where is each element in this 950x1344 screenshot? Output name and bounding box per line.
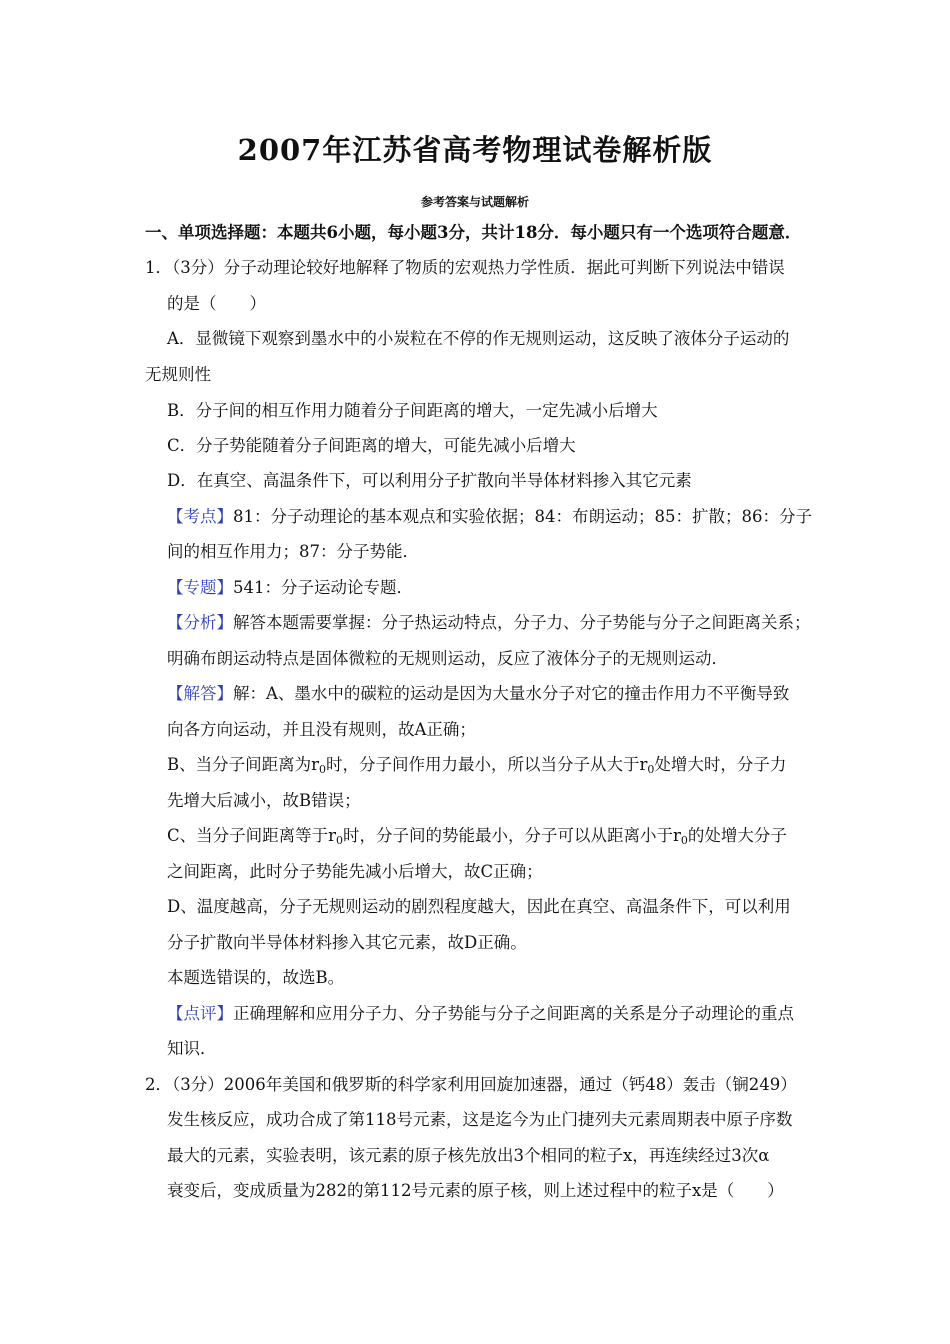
jieda-tag: 【解答】 [167,684,233,703]
question-2-stem-line-4: 衰变后，变成质量为282的第112号元素的原子核，则上述过程中的粒子x是（ ） [167,1181,784,1200]
solution-b-text-2: 时，分子间作用力最小，所以当分子从大于r [326,755,648,774]
dianping-text: 正确理解和应用分子力、分子势能与分子之间距离的关系是分子动理论的重点 [233,1004,794,1023]
solution-d-line-2: 分子扩散向半导体材料掺入其它元素，故D正确。 [167,933,527,952]
r0-subscript: 0 [336,834,344,847]
zhuanti-line [167,577,413,599]
option-c: C．分子势能随着分子间距离的增大，可能先减小后增大 [167,436,576,455]
solution-b-text-3: 处增大时，分子力 [654,755,787,774]
r0-subscript: 0 [647,763,655,776]
jieda-text: 解：A、墨水中的碳粒的运动是因为大量水分子对它的撞击作用力不平衡导致 [233,684,790,703]
solution-c-text-3: 的处增大分子 [687,826,787,845]
question-2-stem-line-1 [145,1074,797,1096]
solution-b-line-2: 先增大后减小，故B错误； [167,791,361,810]
question-1-stem-line-1 [145,257,785,279]
option-b: B．分子间的相互作用力随着分子间距离的增大，一定先减小后增大 [167,401,658,420]
section-heading: 一、单项选择题：本题共6小题，每小题3分，共计18分．每小题只有一个选项符合题意． [145,223,802,242]
fenxi-text: 解答本题需要掌握：分子热运动特点，分子力、分子势能与分子之间距离关系； [233,613,811,632]
fenxi-line-2: 明确布朗运动特点是固体微粒的无规则运动，反应了液体分子的无规则运动． [167,649,728,668]
option-a-line-1: A．显微镜下观察到墨水中的小炭粒在不停的作无规则运动，这反映了液体分子运动的 [167,329,790,348]
fenxi-line-1 [167,612,811,634]
option-d: D．在真空、高温条件下，可以利用分子扩散向半导体材料掺入其它元素 [167,471,692,490]
kaodian-line-1 [167,506,812,528]
jieda-line-1 [167,683,789,705]
question-1-number: 1． [145,258,172,277]
kaodian-tag: 【考点】 [167,507,233,526]
solution-c-line-1 [167,825,787,847]
solution-c-line-2: 之间距离，此时分子势能先减小后增大，故C正确； [167,862,543,881]
kaodian-text: 81：分子动理论的基本观点和实验依据；84：布朗运动；85：扩散；86：分子 [233,507,812,526]
solution-conclusion: 本题选错误的，故选B。 [167,968,345,987]
dianping-line-1 [167,1003,794,1025]
question-2-number: 2． [145,1075,172,1094]
solution-c-text-1: C、当分子间距离等于r [167,826,337,845]
option-a-line-2: 无规则性 [145,365,211,384]
zhuanti-tag: 【专题】 [167,578,233,597]
question-2-stem-line-2: 发生核反应，成功合成了第118号元素，这是迄今为止门捷列夫元素周期表中原子序数 [167,1110,793,1129]
solution-d-line-1: D、温度越高，分子无规则运动的剧烈程度越大，因此在真空、高温条件下，可以利用 [167,897,791,916]
fenxi-tag: 【分析】 [167,613,233,632]
r0-subscript: 0 [319,763,327,776]
jieda-line-2: 向各方向运动，并且没有规则，故A正确； [167,720,476,739]
solution-c-text-2: 时，分子间的势能最小，分子可以从距离小于r [343,826,681,845]
question-2-stem-line-3: 最大的元素，实验表明，该元素的原子核先放出3个相同的粒子x，再连续经过3次α [167,1146,770,1165]
solution-b-text-1: B、当分子间距离为r [167,755,320,774]
solution-b-line-1 [167,754,786,776]
question-1-stem-line-2: 的是（ ） [167,294,266,313]
r0-subscript: 0 [680,834,688,847]
document-subtitle: 参考答案与试题解析 [420,195,529,209]
question-2-stem-text: （3分）2006年美国和俄罗斯的科学家利用回旋加速器，通过（钙48）轰击（锎249） [172,1075,797,1094]
zhuanti-text: 541：分子运动论专题． [233,578,413,597]
dianping-line-2: 知识． [167,1039,217,1058]
kaodian-line-2: 间的相互作用力；87：分子势能． [167,542,419,561]
dianping-tag: 【点评】 [167,1004,233,1023]
question-1-stem-text: （3分）分子动理论较好地解释了物质的宏观热力学性质．据此可判断下列说法中错误 [172,258,785,277]
document-title: 2007年江苏省高考物理试卷解析版 [237,133,713,167]
